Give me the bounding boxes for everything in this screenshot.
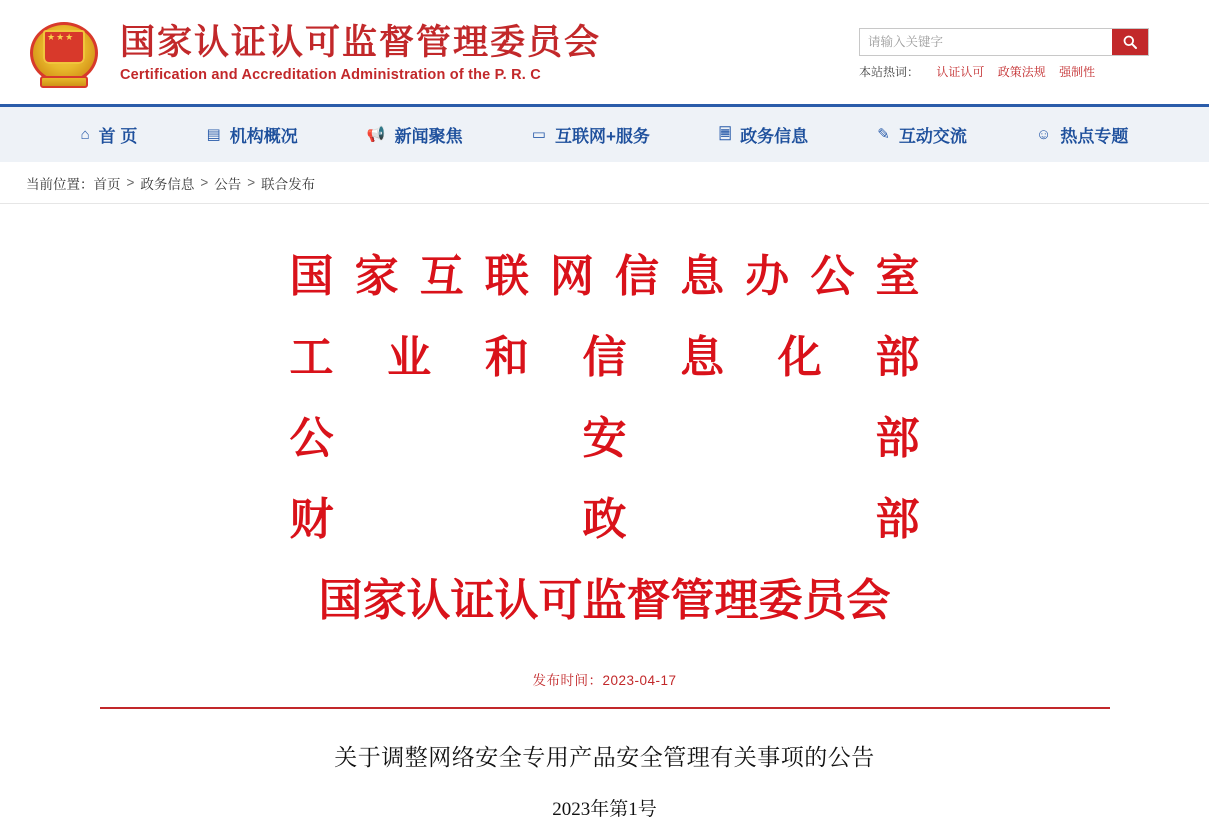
nav-label-home: 首 页 bbox=[98, 127, 138, 146]
search-area bbox=[859, 28, 1149, 80]
publish-date: 2023-04-17 bbox=[602, 673, 677, 688]
breadcrumb-item-3[interactable]: 联合发布 bbox=[261, 176, 316, 192]
nav-item-hot-topics[interactable] bbox=[1036, 122, 1128, 147]
search-input[interactable] bbox=[860, 29, 1112, 55]
breadcrumb-item-0[interactable]: 首页 bbox=[93, 176, 121, 192]
issuer-char: 和 bbox=[484, 333, 529, 382]
breadcrumb-prefix: 当前位置： bbox=[26, 176, 94, 192]
hot-words-label: 本站热词： bbox=[859, 65, 920, 79]
issuer-char: 政 bbox=[582, 495, 627, 544]
nav-item-internet-service[interactable] bbox=[532, 122, 650, 147]
home-icon: ⌂ bbox=[80, 126, 90, 143]
main-nav bbox=[0, 104, 1209, 162]
search-button[interactable] bbox=[1112, 29, 1148, 55]
issuer-line-3 bbox=[290, 479, 920, 560]
issuer-char: 国 bbox=[289, 252, 334, 301]
breadcrumb-item-2[interactable]: 公告 bbox=[214, 176, 242, 192]
nav-label-interaction: 互动交流 bbox=[898, 127, 967, 146]
issuer-char: 公 bbox=[289, 414, 334, 463]
search-icon bbox=[1122, 34, 1138, 50]
nav-label-news: 新闻聚焦 bbox=[394, 127, 463, 146]
issuer-list bbox=[0, 236, 1209, 641]
breadcrumb-separator-2: > bbox=[247, 175, 256, 190]
issuer-char: 安 bbox=[582, 414, 627, 463]
issuer-char: 室 bbox=[875, 252, 920, 301]
nav-label-organization: 机构概况 bbox=[229, 127, 298, 146]
national-emblem-icon: ★★★ bbox=[28, 16, 100, 88]
issuer-char: 公 bbox=[810, 252, 855, 301]
issuer-text-4: 国家认证认可监督管理委员会 bbox=[318, 576, 891, 625]
document-icon: 🗏 bbox=[719, 126, 732, 143]
nav-item-home[interactable] bbox=[81, 122, 138, 147]
publish-label: 发布时间： bbox=[532, 673, 603, 688]
document-body bbox=[0, 204, 1209, 821]
document-title: 关于调整网络安全专用产品安全管理有关事项的公告 bbox=[334, 745, 875, 770]
site-title-en: Certification and Accreditation Administration of the P. R. C bbox=[120, 67, 541, 83]
issuer-line-4 bbox=[290, 560, 920, 641]
issuer-char: 信 bbox=[582, 333, 627, 382]
hot-word-1[interactable]: 政策法规 bbox=[997, 65, 1046, 79]
issuer-char: 息 bbox=[680, 333, 725, 382]
edit-icon: ✎ bbox=[877, 126, 890, 143]
issuer-char: 化 bbox=[777, 333, 822, 382]
issuer-char: 网 bbox=[549, 252, 594, 301]
nav-item-government-info[interactable] bbox=[719, 122, 808, 147]
issuer-char: 部 bbox=[875, 333, 920, 382]
breadcrumb-separator-0: > bbox=[126, 175, 135, 190]
issuer-char: 工 bbox=[289, 333, 334, 382]
breadcrumb-item-1[interactable]: 政务信息 bbox=[140, 176, 195, 192]
chat-icon: ☺ bbox=[1036, 126, 1052, 143]
site-title-block bbox=[120, 21, 601, 83]
nav-item-organization[interactable] bbox=[207, 122, 298, 147]
issuer-char: 家 bbox=[354, 252, 399, 301]
hot-word-0[interactable]: 认证认可 bbox=[936, 65, 985, 79]
document-number: 2023年第1号 bbox=[552, 799, 657, 820]
issuer-char: 业 bbox=[387, 333, 432, 382]
issuer-line-0 bbox=[290, 236, 920, 317]
nav-item-news[interactable] bbox=[367, 122, 463, 147]
issuer-char: 信 bbox=[615, 252, 660, 301]
site-header bbox=[0, 0, 1209, 104]
issuer-line-2 bbox=[290, 398, 920, 479]
nav-item-interaction[interactable] bbox=[877, 122, 967, 147]
search-box[interactable] bbox=[859, 28, 1149, 56]
nav-label-hot-topics: 热点专题 bbox=[1060, 127, 1129, 146]
nav-label-government-info: 政务信息 bbox=[740, 127, 809, 146]
site-title-cn: 国家认证认可监督管理委员会 bbox=[120, 23, 602, 62]
issuer-char: 办 bbox=[745, 252, 790, 301]
issuer-char: 息 bbox=[680, 252, 725, 301]
nav-label-internet-service: 互联网+服务 bbox=[554, 127, 650, 146]
hot-words bbox=[859, 63, 1149, 80]
issuer-char: 部 bbox=[875, 495, 920, 544]
issuer-char: 财 bbox=[289, 495, 334, 544]
list-icon: ▤ bbox=[206, 126, 221, 143]
issuer-char: 部 bbox=[875, 414, 920, 463]
issuer-char: 联 bbox=[484, 252, 529, 301]
issuer-line-1 bbox=[290, 317, 920, 398]
issuer-char: 互 bbox=[419, 252, 464, 301]
divider-rule bbox=[100, 707, 1110, 709]
breadcrumb bbox=[0, 162, 1209, 204]
hot-word-2[interactable]: 强制性 bbox=[1059, 65, 1096, 79]
publish-info bbox=[0, 669, 1209, 689]
monitor-icon: ▭ bbox=[531, 126, 546, 143]
megaphone-icon: 📢 bbox=[366, 126, 386, 143]
breadcrumb-separator-1: > bbox=[200, 175, 209, 190]
